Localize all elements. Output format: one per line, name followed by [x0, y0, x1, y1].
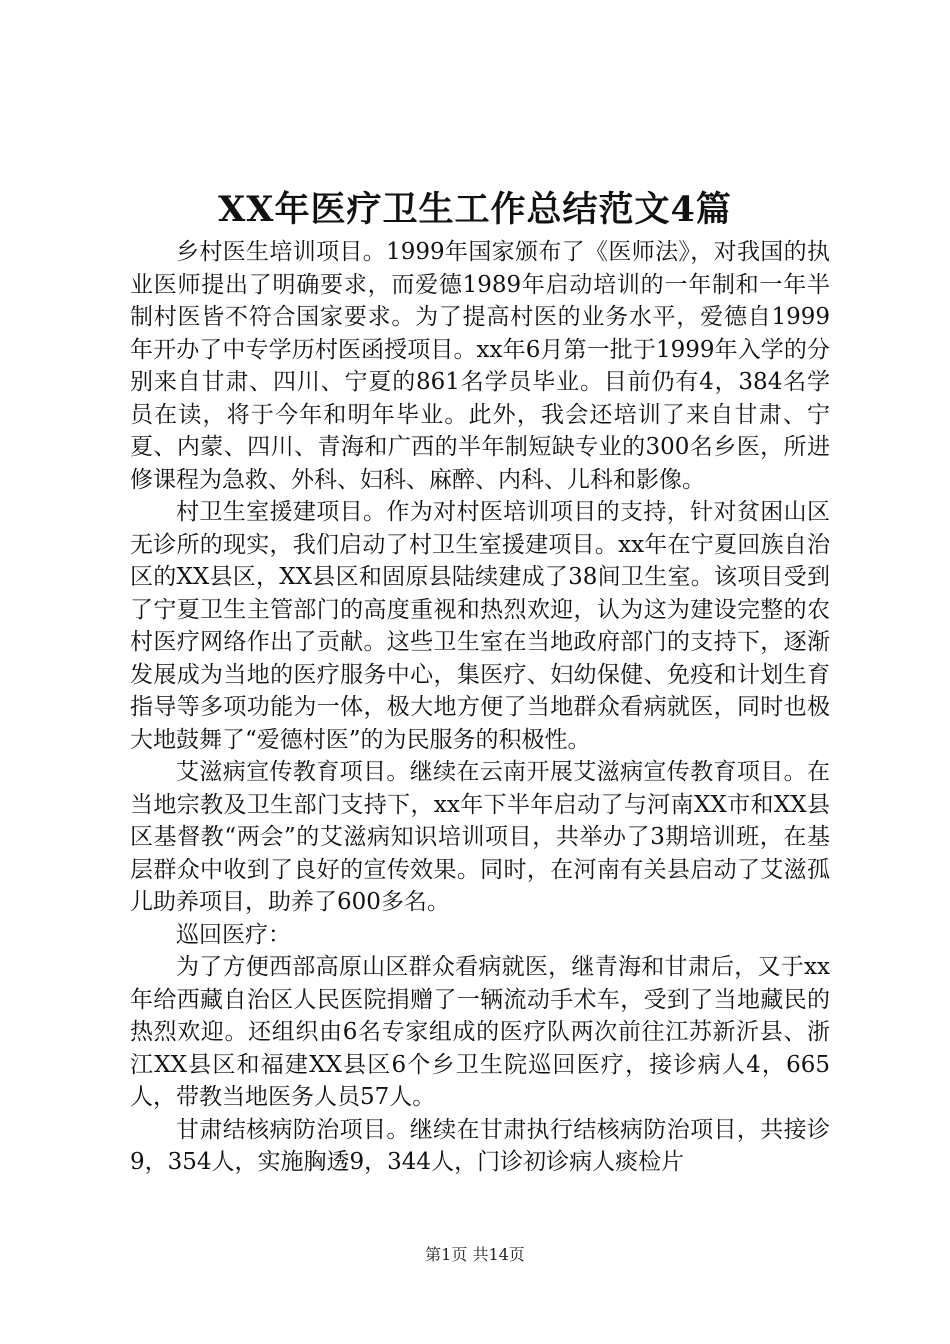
paragraph-mobile-medical-heading: 巡回医疗：	[176, 921, 291, 948]
page-footer: 第1页 共14页	[425, 1245, 525, 1264]
paragraph-tuberculosis-control: 甘肃结核病防治项目。继续在甘肃执行结核病防治项目，共接诊9，354人，实施胸透9，344人，门诊初诊病人痰检片	[130, 1116, 830, 1175]
document-body	[130, 236, 830, 1179]
paragraph-village-clinic-construction: 村卫生室援建项目。作为对村医培训项目的支持，针对贫困山区无诊所的现实，我们启动了村卫生室援建项目。xx年在宁夏回族自治区的XX县区，XX县区和固原县陆续建成了38间卫生室。该项目受到了宁夏卫生主管部门的高度重视和热烈欢迎，认为这为建设完整的农村医疗网络作出了贡献。这些卫生室在当地政府部门的支持下，逐渐发展成为当地的医疗服务中心，集医疗、妇幼保健、免疫和计划生育指导等多项功能为一体，极大地方便了当地群众看病就医，同时也极大地鼓舞了“爱德村医”的为民服务的积极性。	[130, 499, 830, 753]
document-title: XX年医疗卫生工作总结范文4篇	[218, 189, 732, 230]
paragraph-mobile-medical: 为了方便西部高原山区群众看病就医，继青海和甘肃后，又于xx年给西藏自治区人民医院捐赠了一辆流动手术车，受到了当地藏民的热烈欢迎。还组织由6名专家组成的医疗队两次前往江苏新沂县、浙江XX县区和福建XX县区6个乡卫生院巡回医疗，接诊病人4，665人，带教当地医务人员57人。	[130, 954, 830, 1110]
paragraph-village-doctor-training: 乡村医生培训项目。1999年国家颁布了《医师法》，对我国的执业医师提出了明确要求，而爱德1989年启动培训的一年制和一年半制村医皆不符合国家要求。为了提高村医的业务水平，爱德自1999年开办了中专学历村医函授项目。xx年6月第一批于1999年入学的分别来自甘肃、四川、宁夏的861名学员毕业。目前仍有4，384名学员在读，将于今年和明年毕业。此外，我会还培训了来自甘肃、宁夏、内蒙、四川、青海和广西的半年制短缺专业的300名乡医，所进修课程为急救、外科、妇科、麻醉、内科、儿科和影像。	[130, 239, 830, 493]
paragraph-aids-education: 艾滋病宣传教育项目。继续在云南开展艾滋病宣传教育项目。在当地宗教及卫生部门支持下，xx年下半年启动了与河南XX市和XX县区基督教“两会”的艾滋病知识培训项目，共举办了3期培训班，在基层群众中收到了良好的宣传效果。同时，在河南有关县启动了艾滋孤儿助养项目，助养了600多名。	[130, 759, 830, 915]
